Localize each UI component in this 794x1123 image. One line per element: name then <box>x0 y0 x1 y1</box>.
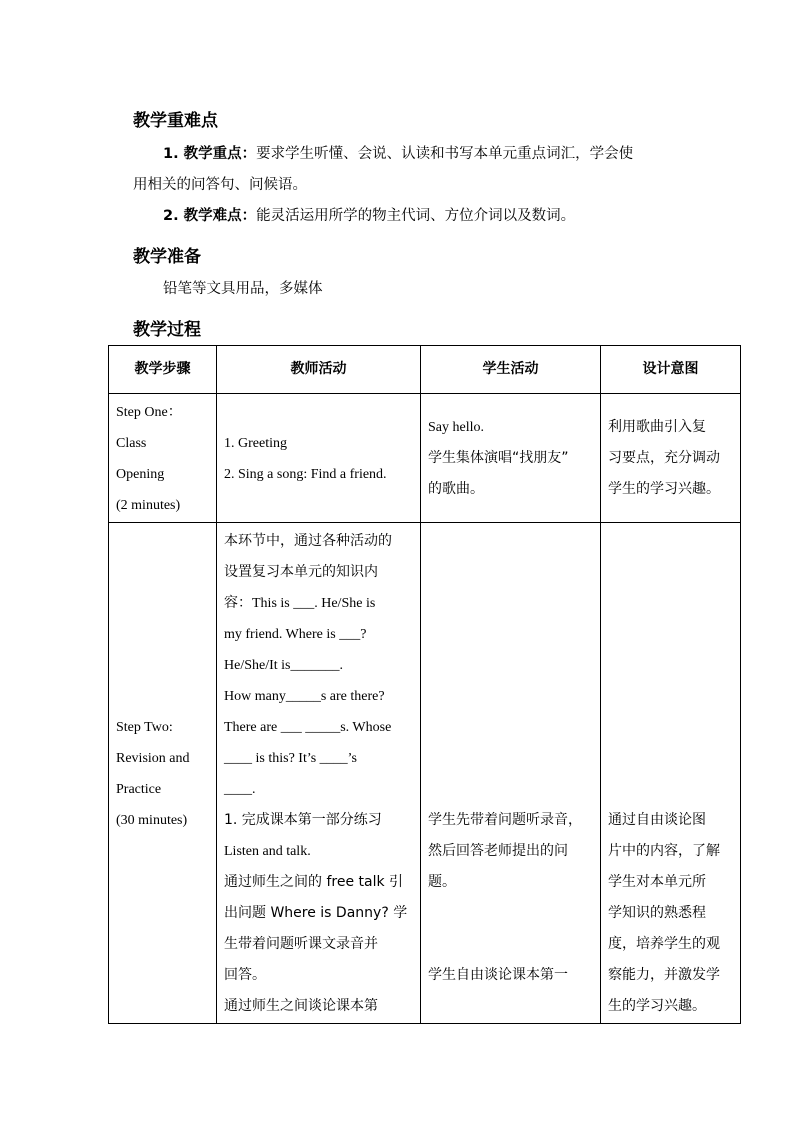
row2-purpose-line: 度，培养学生的观 <box>608 936 720 952</box>
row1-student-line: Say hello. <box>428 420 484 435</box>
section-heading-preparation: 教学准备 <box>133 247 201 267</box>
row1-teacher-line: 2. Sing a song: Find a friend. <box>224 467 387 482</box>
row2-teacher-line: 容：This is ___. He/She is <box>224 596 376 611</box>
row1-student-line: 学生集体演唱“找朋友” <box>428 450 569 466</box>
row1-step-line: Class <box>116 436 147 451</box>
key-point-1-label: 1. 教学重点： <box>163 146 257 162</box>
row2-teacher-line: ____. <box>224 782 256 797</box>
row2-step-line: Step Two: <box>116 720 173 735</box>
header-teacher-activity: 教师活动 <box>217 346 421 394</box>
table-header-row <box>109 346 741 394</box>
row2-teacher-line: 设置复习本单元的知识内 <box>224 564 378 580</box>
row2-teacher-line: There are ___ _____s. Whose <box>224 720 392 735</box>
row2-teacher-cell <box>217 523 421 1024</box>
row2-teacher-line: 生带着问题听课文录音并 <box>224 936 378 952</box>
table-row <box>109 394 741 523</box>
row2-teacher-line: He/She/It is_______. <box>224 658 343 673</box>
row2-student-line: 学生自由谈论课本第一 <box>428 967 568 983</box>
row1-student-cell <box>421 394 601 523</box>
row2-teacher-line: 通过师生之间的 free talk 引 <box>224 874 404 890</box>
row2-teacher-line: my friend. Where is ___? <box>224 627 367 642</box>
row2-student-line: 学生先带着问题听录音， <box>428 812 582 828</box>
header-student-activity: 学生活动 <box>421 346 601 394</box>
row1-teacher-cell <box>217 394 421 523</box>
row2-teacher-line: 本环节中，通过各种活动的 <box>224 533 392 549</box>
row1-step-line: (2 minutes) <box>116 498 181 513</box>
table-row <box>109 523 741 1024</box>
row2-purpose-line: 生的学习兴趣。 <box>608 998 706 1014</box>
row2-teacher-line: 出问题 Where is Danny? 学 <box>224 905 408 921</box>
row1-step-cell <box>109 394 217 523</box>
row2-purpose-line: 片中的内容，了解 <box>608 843 720 859</box>
key-point-1-text: 要求学生听懂、会说、认读和书写本单元重点词汇，学会使 <box>256 146 634 162</box>
row2-step-line: Practice <box>116 782 162 797</box>
row1-teacher-line: 1. Greeting <box>224 436 287 451</box>
row2-teacher-line: 1. 完成课本第一部分练习 <box>224 812 382 828</box>
key-point-1 <box>163 139 633 169</box>
key-point-2-text: 能灵活运用所学的物主代词、方位介词以及数词。 <box>256 208 576 224</box>
row1-step-line: Step One： <box>116 405 182 420</box>
section-heading-process: 教学过程 <box>133 320 201 340</box>
row2-step-line: Revision and <box>116 751 190 766</box>
row2-teacher-line: 回答。 <box>224 967 266 983</box>
key-point-1-continued: 用相关的问答句、问候语。 <box>133 177 307 193</box>
preparation-text: 铅笔等文具用品，多媒体 <box>163 281 323 297</box>
header-step: 教学步骤 <box>109 346 217 394</box>
key-point-2-label: 2. 教学难点： <box>163 208 257 224</box>
row1-purpose-line: 学生的学习兴趣。 <box>608 481 720 497</box>
row2-student-line: 然后回答老师提出的问 <box>428 843 568 859</box>
row2-step-line: (30 minutes) <box>116 813 188 828</box>
row2-student-cell <box>421 523 601 1024</box>
row1-purpose-line: 利用歌曲引入复 <box>608 419 706 435</box>
row1-purpose-cell <box>601 394 741 523</box>
row2-step-cell <box>109 523 217 1024</box>
row2-teacher-line: How many_____s are there? <box>224 689 385 704</box>
row2-purpose-line: 通过自由谈论图 <box>608 812 706 828</box>
row2-purpose-line: 察能力，并激发学 <box>608 967 720 983</box>
row2-teacher-line: 通过师生之间谈论课本第 <box>224 998 378 1014</box>
section-heading-key-points: 教学重难点 <box>133 111 218 131</box>
key-point-2 <box>163 201 575 231</box>
row1-purpose-line: 习要点，充分调动 <box>608 450 720 466</box>
teaching-process-table <box>108 345 741 1024</box>
row1-student-line: 的歌曲。 <box>428 481 484 497</box>
header-design-purpose: 设计意图 <box>601 346 741 394</box>
row2-purpose-line: 学生对本单元所 <box>608 874 706 890</box>
row2-student-line: 题。 <box>428 874 456 890</box>
row2-purpose-cell <box>601 523 741 1024</box>
row2-teacher-line: Listen and talk. <box>224 844 311 859</box>
row2-purpose-line: 学知识的熟悉程 <box>608 905 706 921</box>
row2-teacher-line: ____ is this? It’s ____’s <box>224 751 358 766</box>
row1-step-line: Opening <box>116 467 165 482</box>
